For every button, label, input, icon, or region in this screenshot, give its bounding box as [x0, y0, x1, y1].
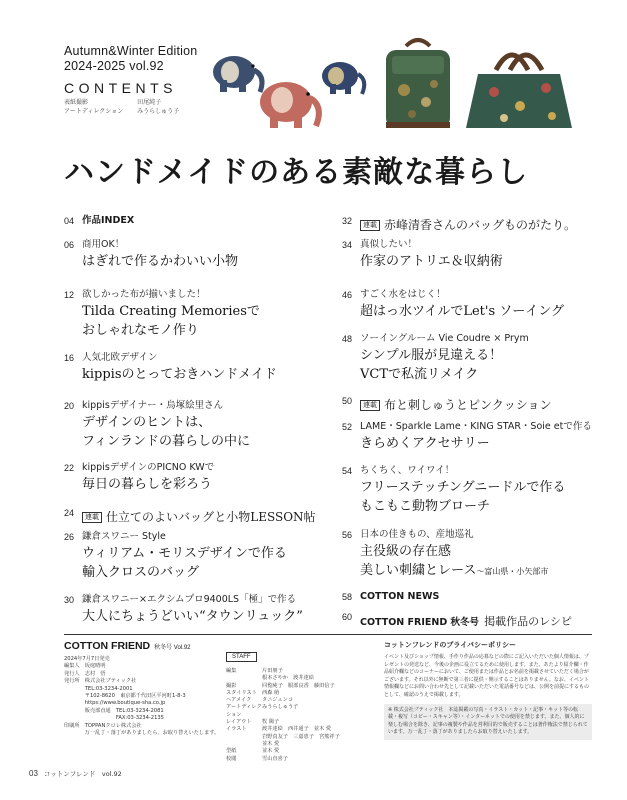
entry-title: シンプル服が見違える！ — [360, 348, 503, 363]
entry-title: 美しい刺繍とレース — [360, 563, 477, 578]
entry-subtitle: 鎌倉スワニー×エクシムプロ9400LS「極」で作る — [82, 594, 297, 605]
page-number: 50 — [342, 396, 353, 406]
page-headline: ハンドメイドのある素敵な暮らし — [64, 155, 529, 190]
staff-row: 撮影 回覧純子 服部良香 藤田信子 — [226, 682, 335, 689]
entry-title: きらめくアクセサリー — [360, 436, 490, 451]
entry-title: COTTON FRIEND 秋冬号 — [360, 617, 480, 628]
toc-entry[interactable] — [64, 461, 214, 494]
serial-badge: 連載 — [360, 400, 380, 411]
entry-title: はぎれで作るかわいい小物 — [82, 254, 239, 269]
entry-subtitle: 欲しかった布が揃いました！ — [82, 289, 206, 300]
staff-row: 編集 片田朋子 — [226, 668, 283, 674]
staff-row: 型紙 並木 愛 — [226, 748, 280, 755]
page-number: 46 — [342, 290, 353, 300]
page-number: 04 — [64, 216, 75, 226]
toc-entry[interactable] — [64, 288, 260, 340]
elephant-pouch-image — [260, 82, 319, 128]
entry-subtitle: 人気北欧デザイン — [82, 352, 158, 363]
entry-subtitle: すごく水をはじく！ — [360, 289, 446, 300]
toc-entry[interactable] — [64, 351, 277, 384]
brand-name: COTTON FRIEND — [64, 640, 151, 652]
toc-entry[interactable] — [342, 288, 564, 321]
page-footer — [29, 769, 122, 778]
cover-credits — [64, 98, 179, 116]
backpack-image — [386, 40, 450, 128]
entry-title: 作品INDEX — [82, 215, 135, 226]
staff-row: レイアウト 牧 陽子 — [226, 719, 280, 726]
entry-subtitle: ちくちく、ワイワイ！ — [360, 465, 455, 476]
credit-role: アートディレクション — [64, 108, 124, 115]
toc-entry[interactable] — [342, 610, 572, 630]
edition-label: Autumn&Winter Edition — [64, 44, 198, 58]
credit-name: 田尾純子 — [137, 99, 162, 106]
page-number: 34 — [342, 240, 353, 250]
entry-title: 赤峰清香さんのバッグものがたり。 — [384, 218, 577, 232]
page-number: 12 — [64, 290, 75, 300]
entry-title: 掲載作品のレシピ — [484, 615, 572, 628]
page-number: 48 — [342, 334, 353, 344]
toc-entry[interactable] — [342, 332, 529, 384]
staff-row: 根本さやか 渡井達絵 — [262, 675, 314, 682]
entry-title: VCTで私流リメイク — [360, 367, 479, 382]
copyright-note: ※ 株式会社ブティック社 本誌掲載の写真・イラスト・カット・記事・キット等の転載・複写（コピー・スキャン等）・インターネットでの使用を禁じます。また、個人的に楽しむ場合を除き、記事の複製や作品を営利目的で販売することは著作権法で禁じられています。万一乱丁・落丁がありましたらお取り替えいたします。 — [384, 704, 592, 740]
staff-row: ヘアメイク タニジュンコ — [226, 697, 294, 704]
page-number: 58 — [342, 592, 353, 602]
entry-title: 毎日の暮らしを彩ろう — [82, 477, 213, 492]
page-number: 20 — [64, 401, 75, 411]
entry-title: ウィリアム・モリスデザインで作る — [82, 546, 287, 561]
folio-number: 03 — [29, 769, 38, 778]
product-photos — [208, 36, 584, 136]
entry-title: 超はっ水ツイルでLet's ソーイング — [360, 304, 565, 319]
page-number: 22 — [64, 463, 75, 473]
entry-title: 仕立てのよいバッグと小物LESSON帖 — [106, 510, 316, 524]
page-number: 54 — [342, 466, 353, 476]
handbag-image — [466, 55, 572, 128]
toc-entry[interactable] — [342, 214, 576, 233]
page-number: 24 — [64, 508, 75, 518]
entry-subtitle: kippisデザイナー・烏塚絵里さん — [82, 400, 224, 411]
entry-title: 作家のアトリエ＆収納術 — [360, 254, 503, 269]
page-number: 30 — [64, 595, 75, 605]
serial-badge: 連載 — [82, 512, 102, 523]
privacy-policy — [384, 640, 592, 740]
staff-row: イラスト 渡井達絵 西井通子 並木 愛 — [226, 726, 332, 733]
entry-subtitle: ソーイングルーム Vie Coudre × Prym — [360, 333, 529, 344]
volume-label: 2024-2025 vol.92 — [64, 59, 164, 73]
serial-badge: 連載 — [360, 220, 380, 231]
entry-subtitle: 真似したい！ — [360, 239, 418, 250]
entry-subtitle: kippisデザインのPICNO KWで — [82, 462, 215, 473]
privacy-body: イベント及びショップ情報、手作り作品の応募などの際にご記入いただいた個人情報は、プレゼントの発送など、今後の企画に役立てるために使用します。また、あたより紹介欄・作品紹介欄などのコーナーにおいて、ご使用または作品とお名前を掲載させていただく場合がございます。それ以外に無断で第三者に提供・開示することはありません。なお、イベント情報欄などにお問い合わせ先として記載いただいた電話番号などは、公開を前提にするものとして、確認のうえで掲載します。 — [384, 654, 590, 698]
privacy-title: コットンフレンドのプライバシーポリシー — [384, 641, 517, 649]
credit-role: 表紙撮影 — [64, 99, 89, 106]
publisher-info: 2024年7月7日発売 編集人 坂庭晴明 発行人 志村 悟 発行所 株式会社ブティック社 TEL:03-3234-2001 〒102-8620 東京都千代田区平河町1-8-3 https://www.boutique-sha.co.jp 販売部直通 TEL:03-3234-2081 FAX:03-3234-2135 印刷所 TOPPANクロレ株式会社 万一乱丁・落丁がありましたら、お取り替えいたします。 — [64, 656, 220, 737]
footer-divider — [64, 634, 592, 635]
toc-entry[interactable] — [64, 399, 250, 451]
issue-label: 秋冬号 Vol.92 — [154, 645, 191, 651]
page-number: 32 — [342, 216, 353, 226]
entry-title: 大人にちょうどいい“タウンリュック” — [82, 609, 303, 624]
toc-entry[interactable] — [64, 214, 134, 228]
toc-entry[interactable] — [342, 420, 592, 453]
entry-title: 輸入クロスのバッグ — [82, 565, 200, 580]
page-number: 26 — [64, 532, 75, 542]
entry-title: フィンランドの暮らしの中に — [82, 434, 250, 449]
toc-entry[interactable] — [342, 590, 439, 604]
staff-row: アートディレクション みうらしゅう子 — [226, 704, 299, 718]
entry-title: フリーステッチングニードルで作る — [360, 480, 566, 495]
folio-label: コットンフレンド vol.92 — [43, 770, 122, 778]
page-number: 56 — [342, 530, 353, 540]
staff-row: 岩野真友子 三嘉恵子 宮熊祥子 — [262, 733, 340, 740]
toc-entry[interactable] — [342, 464, 565, 516]
contents-heading: CONTENTS — [64, 80, 177, 96]
footer-brand — [64, 640, 191, 652]
toc-entry[interactable] — [64, 593, 303, 626]
entry-subtitle: 商用OK！ — [82, 239, 125, 250]
entry-subtitle: 日本の佳きもの、産地巡礼 — [360, 529, 474, 540]
toc-entry[interactable] — [64, 238, 238, 271]
entry-title: もこもこ動物ブローチ — [360, 499, 491, 514]
staff-row: 校閲 雪山直喜子 — [226, 755, 288, 762]
toc-entry[interactable] — [342, 394, 552, 413]
entry-title: kippisのとっておきハンドメイド — [82, 367, 277, 382]
page-number: 16 — [64, 353, 75, 363]
toc-entry[interactable] — [64, 530, 287, 582]
credit-name: みうらしゅう子 — [137, 108, 180, 115]
toc-entry[interactable] — [342, 238, 503, 271]
staff-row: スタイリスト 西森 萌 — [226, 689, 280, 696]
elephant-pouch-image — [213, 56, 262, 92]
entry-location: ～富山県・小矢部市 — [476, 567, 549, 576]
toc-entry[interactable] — [64, 506, 316, 525]
toc-entry[interactable] — [342, 528, 548, 581]
entry-title: COTTON NEWS — [360, 591, 440, 602]
page-number: 06 — [64, 240, 75, 250]
entry-title: おしゃれなモノ作り — [82, 323, 199, 338]
entry-subtitle: LAME・Sparkle Lame・KING STAR・Soie etで作る — [360, 421, 592, 432]
entry-title: 主役級の存在感 — [360, 544, 452, 559]
page-number: 60 — [342, 612, 353, 622]
elephant-pouch-image — [322, 62, 364, 94]
staff-title: STAFF — [226, 652, 257, 662]
staff-row: 並木 愛 — [262, 740, 280, 747]
page-number: 52 — [342, 422, 353, 432]
entry-title: デザインのヒントは、 — [82, 415, 212, 430]
entry-title: Tilda Creating Memoriesで — [82, 304, 260, 319]
entry-subtitle: 鎌倉スワニー Style — [82, 531, 166, 542]
staff-box — [226, 643, 376, 763]
entry-title: 布と刺しゅうとピンクッション — [384, 398, 552, 412]
masthead — [64, 44, 197, 96]
